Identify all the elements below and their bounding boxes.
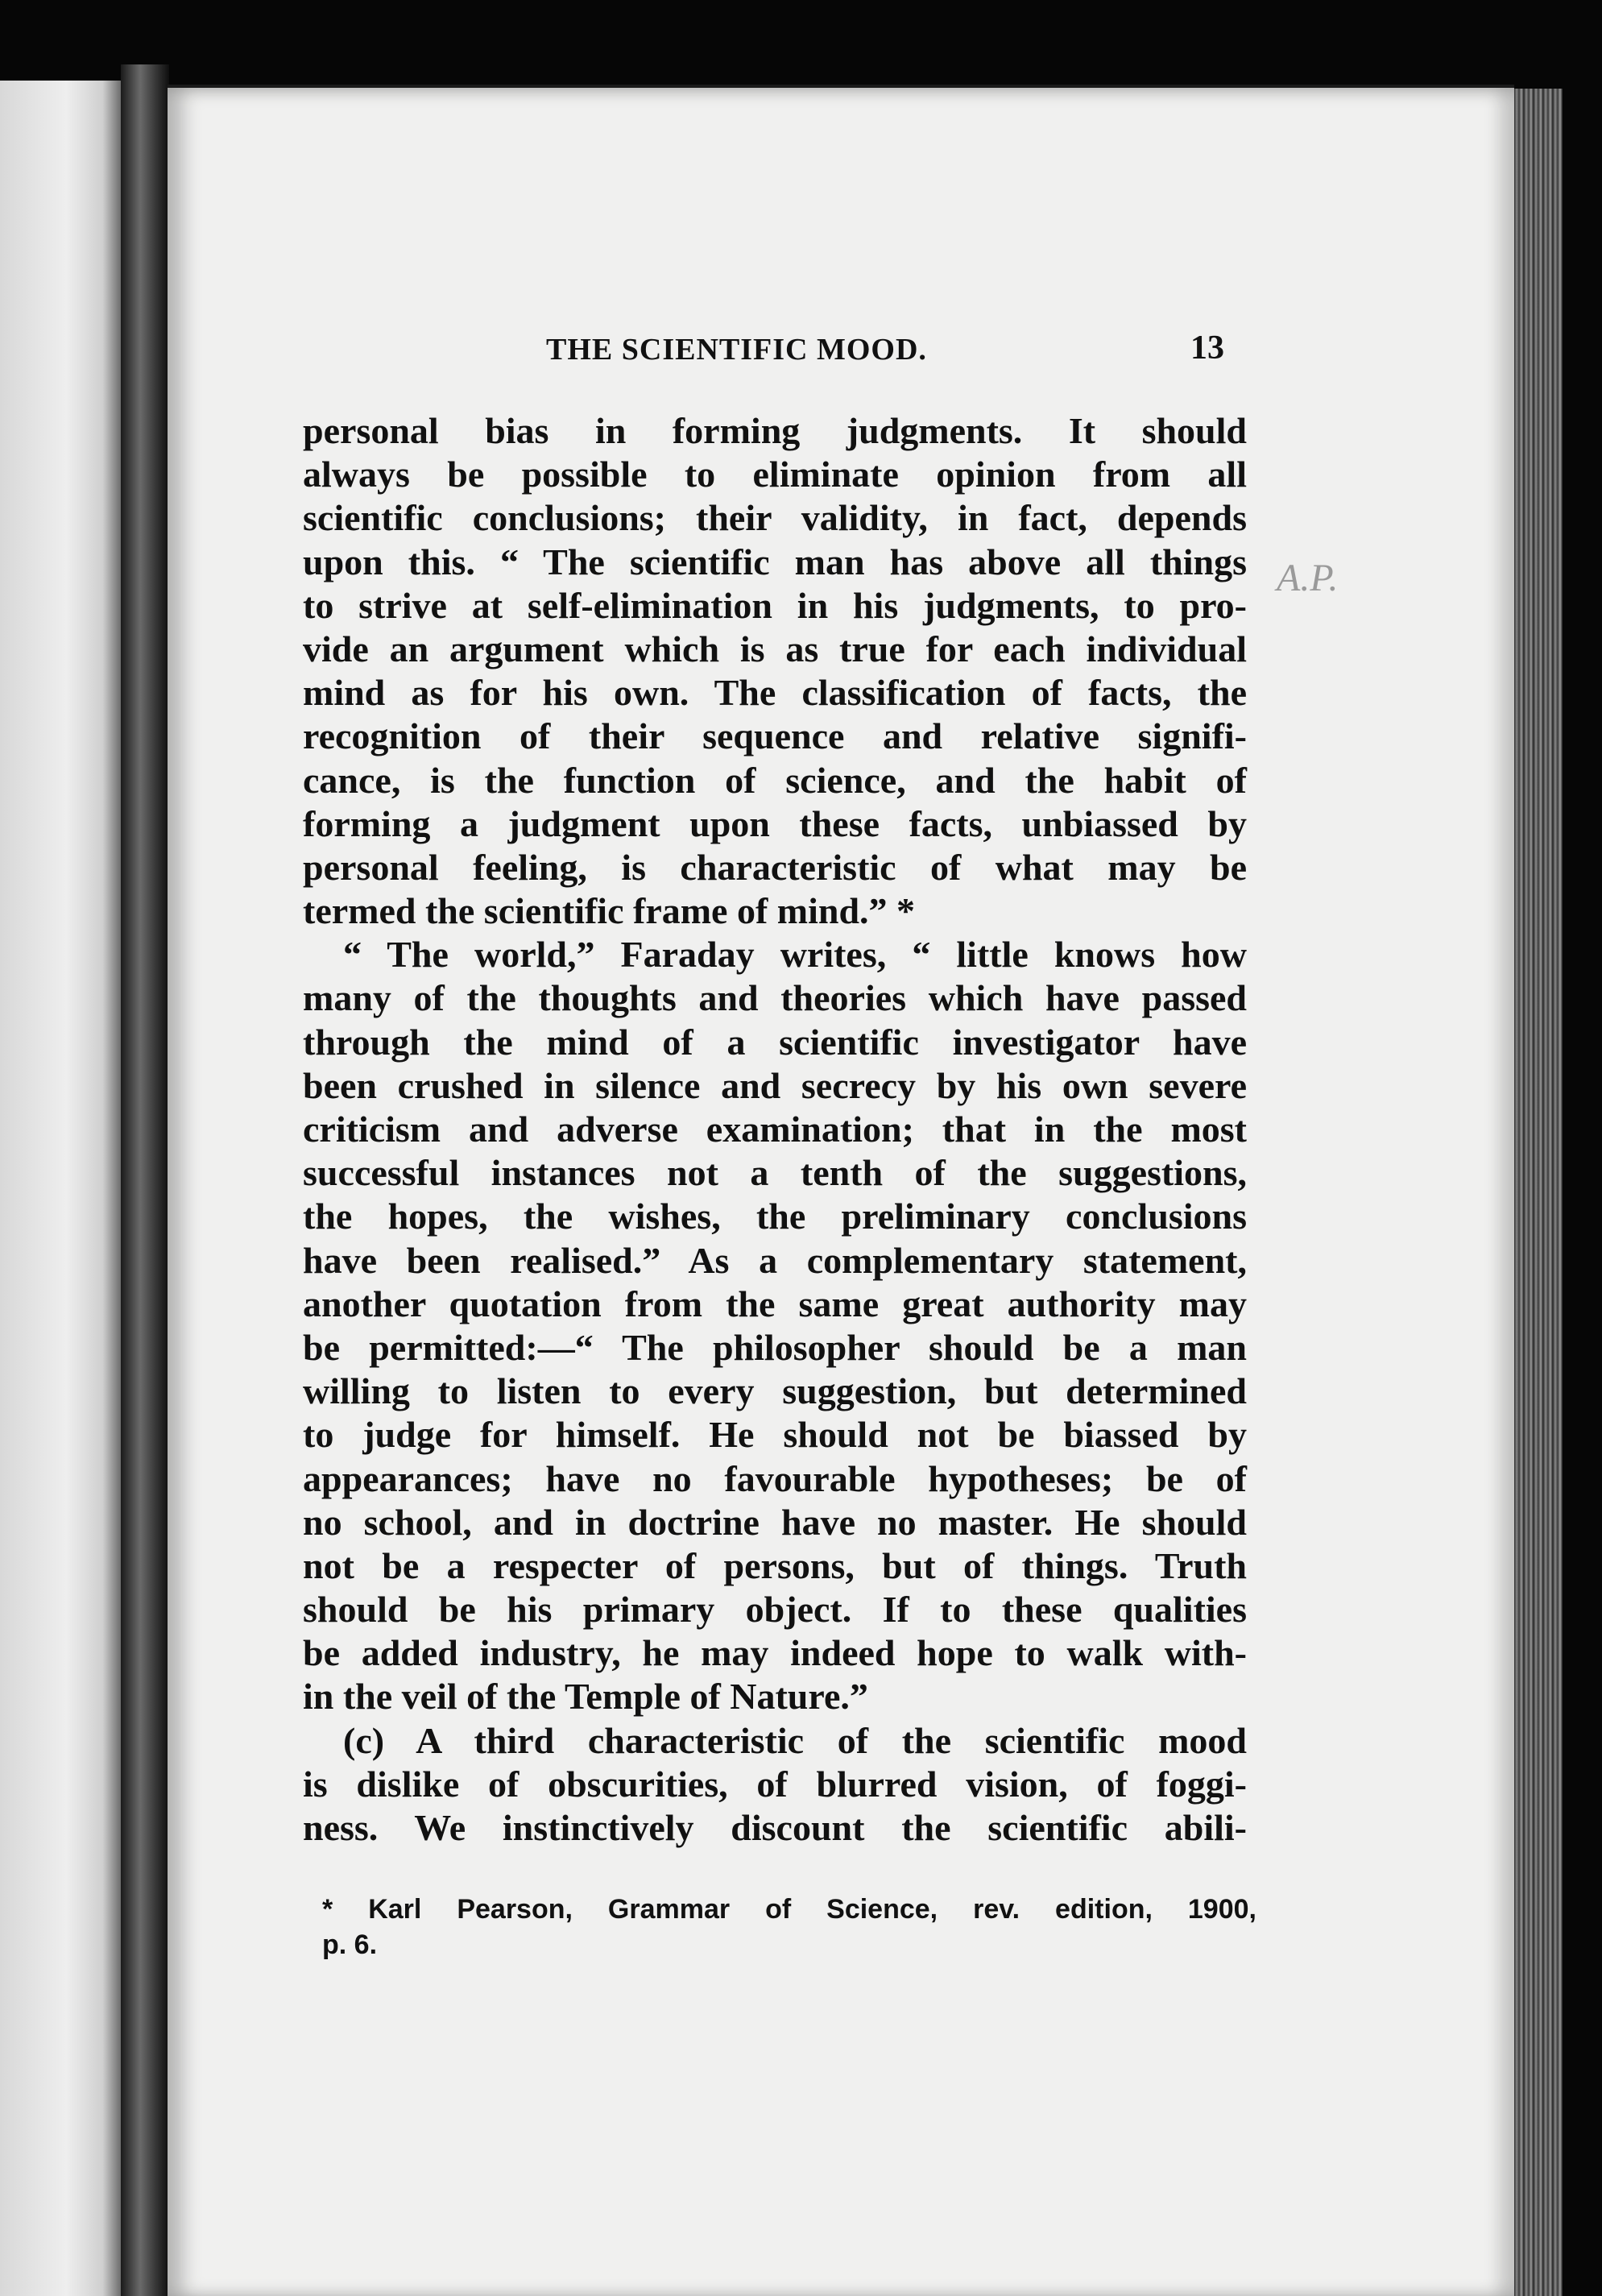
text-line: no school, and in doctrine have no master. He should bbox=[303, 1501, 1247, 1543]
text-line: mind as for his own. The classification of facts, the bbox=[303, 672, 1247, 714]
text-line: to strive at self-elimination in his judgments, to pro- bbox=[303, 584, 1247, 626]
text-line: successful instances not a tenth of the suggestions, bbox=[303, 1152, 1247, 1194]
text-line: criticism and adverse examination; that in the most bbox=[303, 1109, 1247, 1150]
text-line: upon this. “ The scientific man has above all things bbox=[303, 541, 1247, 582]
text-line: (c) A third characteristic of the scientific mood bbox=[343, 1719, 1247, 1761]
text-line: another quotation from the same great authority may bbox=[303, 1283, 1247, 1324]
footnote-line: * Karl Pearson, Grammar of Science, rev. edition, 1900, bbox=[322, 1894, 1256, 1925]
text-line: should be his primary object. If to these qualities bbox=[303, 1589, 1247, 1631]
previous-page-edge bbox=[0, 81, 121, 2296]
text-line: is dislike of obscurities, of blurred vision, of foggi- bbox=[303, 1763, 1247, 1805]
text-line: recognition of their sequence and relative signifi- bbox=[303, 715, 1247, 757]
text-line: many of the thoughts and theories which have passed bbox=[303, 977, 1247, 1019]
text-line: always be possible to eliminate opinion from all bbox=[303, 454, 1247, 495]
text-line: been crushed in silence and secrecy by his own severe bbox=[303, 1064, 1247, 1106]
text-line: personal bias in forming judgments. It should bbox=[303, 410, 1247, 451]
text-line: scientific conclusions; their validity, in fact, depends bbox=[303, 497, 1247, 539]
text-line: ness. We instinctively discount the scientific abili- bbox=[303, 1807, 1247, 1848]
margin-annotation: A.P. bbox=[1277, 557, 1339, 599]
page-stack-edges bbox=[1514, 89, 1563, 2296]
text-line: to judge for himself. He should not be biassed by bbox=[303, 1414, 1247, 1456]
book-gutter bbox=[121, 64, 169, 2296]
text-line: cance, is the function of science, and the habit of bbox=[303, 759, 1247, 801]
text-line: through the mind of a scientific investigator have bbox=[303, 1021, 1247, 1063]
body-text bbox=[303, 409, 1247, 1850]
page-number: 13 bbox=[1190, 329, 1224, 367]
text-line: the hopes, the wishes, the preliminary conclusions bbox=[303, 1196, 1247, 1237]
text-line: “ The world,” Faraday writes, “ little knows how bbox=[343, 934, 1247, 976]
text-line: have been realised.” As a complementary statement, bbox=[303, 1239, 1247, 1281]
text-line: in the veil of the Temple of Nature.” bbox=[303, 1676, 868, 1718]
text-line: be permitted:—“ The philosopher should be a man bbox=[303, 1326, 1247, 1368]
text-line: vide an argument which is as true for each individual bbox=[303, 628, 1247, 669]
text-line: forming a judgment upon these facts, unbiassed by bbox=[303, 802, 1247, 844]
text-line: appearances; have no favourable hypotheses; be of bbox=[303, 1457, 1247, 1499]
text-line: not be a respecter of persons, but of things. Truth bbox=[303, 1544, 1247, 1586]
footnote bbox=[322, 1892, 1256, 1962]
running-head: THE SCIENTIFIC MOOD. bbox=[546, 333, 927, 367]
text-line: personal feeling, is characteristic of what may be bbox=[303, 846, 1247, 888]
text-line: be added industry, he may indeed hope to walk with- bbox=[303, 1632, 1247, 1674]
text-line: willing to listen to every suggestion, but determined bbox=[303, 1370, 1247, 1412]
text-line: termed the scientific frame of mind.” * bbox=[303, 890, 916, 932]
footnote-line: p. 6. bbox=[322, 1929, 378, 1960]
